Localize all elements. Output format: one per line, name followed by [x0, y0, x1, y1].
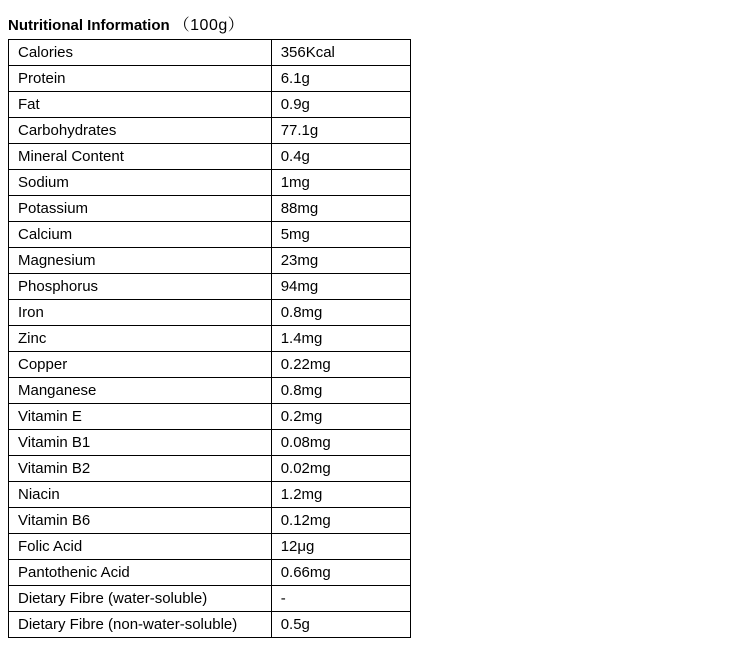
table-row — [9, 404, 411, 430]
nutrient-value: 0.8mg — [271, 300, 410, 326]
table-row — [9, 144, 411, 170]
table-row — [9, 456, 411, 482]
table-row — [9, 560, 411, 586]
page-title — [8, 12, 244, 35]
nutrient-value: 6.1g — [271, 66, 410, 92]
nutrient-value: 0.08mg — [271, 430, 410, 456]
table-row — [9, 196, 411, 222]
nutrient-name: Copper — [9, 352, 272, 378]
nutrient-value: - — [271, 586, 410, 612]
table-row — [9, 534, 411, 560]
nutrient-value: 356Kcal — [271, 40, 410, 66]
table-row — [9, 586, 411, 612]
table-row — [9, 40, 411, 66]
nutrient-value: 0.2mg — [271, 404, 410, 430]
title-text: Nutritional Information — [8, 17, 170, 34]
nutrient-name: Carbohydrates — [9, 118, 272, 144]
nutrient-value: 0.66mg — [271, 560, 410, 586]
table-row — [9, 170, 411, 196]
nutrient-name: Pantothenic Acid — [9, 560, 272, 586]
nutrient-name: Fat — [9, 92, 272, 118]
nutrient-value: 0.8mg — [271, 378, 410, 404]
nutrient-name: Niacin — [9, 482, 272, 508]
nutrient-name: Sodium — [9, 170, 272, 196]
table-row — [9, 248, 411, 274]
nutrient-value: 23mg — [271, 248, 410, 274]
table-row — [9, 300, 411, 326]
table-row — [9, 222, 411, 248]
nutrient-name: Vitamin B6 — [9, 508, 272, 534]
nutrient-name: Phosphorus — [9, 274, 272, 300]
nutrient-value: 0.9g — [271, 92, 410, 118]
nutrient-value: 0.22mg — [271, 352, 410, 378]
nutrient-name: Dietary Fibre (water-soluble) — [9, 586, 272, 612]
nutrient-value: 1.4mg — [271, 326, 410, 352]
table-row — [9, 508, 411, 534]
nutrient-name: Zinc — [9, 326, 272, 352]
table-row — [9, 430, 411, 456]
table-row — [9, 612, 411, 638]
table-row — [9, 326, 411, 352]
nutrient-name: Calories — [9, 40, 272, 66]
title-unit: （100g） — [173, 17, 245, 34]
nutrient-name: Calcium — [9, 222, 272, 248]
nutrient-value: 1.2mg — [271, 482, 410, 508]
nutrient-value: 0.4g — [271, 144, 410, 170]
nutrient-name: Vitamin B1 — [9, 430, 272, 456]
nutrient-name: Magnesium — [9, 248, 272, 274]
table-row — [9, 352, 411, 378]
nutrient-value: 12μg — [271, 534, 410, 560]
nutrient-value: 0.5g — [271, 612, 410, 638]
nutrient-name: Folic Acid — [9, 534, 272, 560]
nutrient-name: Potassium — [9, 196, 272, 222]
nutrient-name: Protein — [9, 66, 272, 92]
nutrient-value: 94mg — [271, 274, 410, 300]
nutrition-table — [8, 39, 411, 638]
nutrient-value: 0.12mg — [271, 508, 410, 534]
table-row — [9, 92, 411, 118]
nutrient-value: 77.1g — [271, 118, 410, 144]
nutrient-value: 88mg — [271, 196, 410, 222]
table-row — [9, 274, 411, 300]
table-row — [9, 118, 411, 144]
nutrient-name: Manganese — [9, 378, 272, 404]
nutrient-name: Mineral Content — [9, 144, 272, 170]
nutrient-name: Vitamin B2 — [9, 456, 272, 482]
nutrient-name: Iron — [9, 300, 272, 326]
nutrient-name: Dietary Fibre (non-water-soluble) — [9, 612, 272, 638]
table-row — [9, 482, 411, 508]
nutrient-value: 0.02mg — [271, 456, 410, 482]
nutrient-value: 1mg — [271, 170, 410, 196]
table-row — [9, 66, 411, 92]
nutrition-table-body — [9, 40, 411, 638]
nutrient-name: Vitamin E — [9, 404, 272, 430]
nutrient-value: 5mg — [271, 222, 410, 248]
table-row — [9, 378, 411, 404]
